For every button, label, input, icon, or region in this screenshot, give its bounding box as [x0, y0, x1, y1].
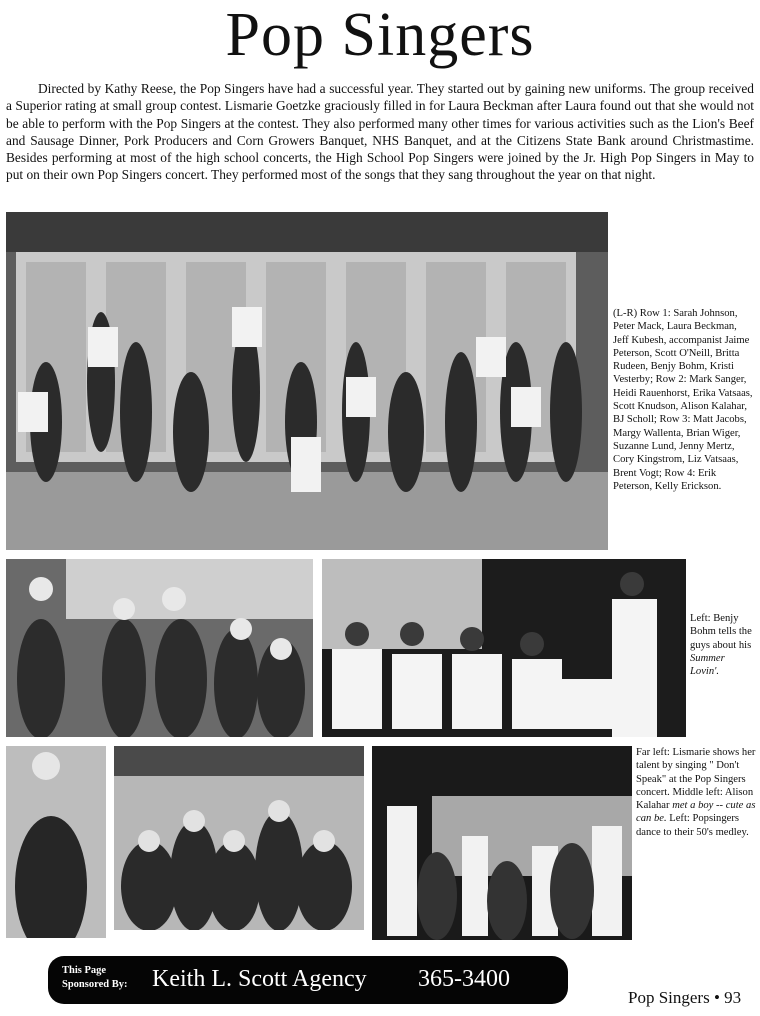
intro-paragraph: Directed by Kathy Reese, the Pop Singers have had a successful year. They started out by gaining new uniforms. The group received a Superior rating at small group contest. Lismarie Goetzke graciously filled in for Laura Beckman after Laura found out that she would not be able to perform with the Pop Singers at the contest. They also performed many other times for various activities such as the Lion's Beef and Sausage Dinner, Pork Producers and Corn Growers Banquet, NHS Banquet, and at the Citizens State Bank around Christmastime. Besides performing at most of the high school concerts, the High School Pop Singers were joined by the Jr. High Pop Singers in May to put on their own Pop Singers concert. They performed most of the songs that they sang throughout the year on that night. [6, 81, 754, 183]
benjy-caption [690, 612, 756, 678]
dance-photo [372, 746, 632, 940]
benjy-caption-text: Left: Benjy Bohm tells the guys about his [690, 613, 752, 651]
alison-photo [114, 746, 364, 930]
group-photo [6, 212, 608, 550]
middle-left-caption-italic: met a boy -- cute as can be. [636, 800, 756, 825]
sponsor-label-line2: Sponsored By: [62, 979, 128, 990]
sponsor-label [62, 964, 127, 992]
benjy-photo [322, 559, 686, 737]
page-title: Pop Singers [225, 1, 535, 69]
sponsor-name: Keith L. Scott Agency [152, 966, 367, 992]
far-left-caption: Far left: Lismarie shows her talent by singing " Don't Speak" at the Pop Singers concert. [636, 747, 756, 798]
sponsor-banner [48, 956, 568, 1004]
singers-photo [6, 559, 313, 737]
page-folio: Pop Singers • 93 [628, 988, 742, 1007]
bottom-caption [636, 746, 758, 839]
middle-left-caption: Middle left: Alison Kalahar [636, 786, 754, 812]
soloist-photo [6, 746, 106, 938]
sponsor-label-line1: This Page [62, 965, 107, 976]
left-caption: Left: Popsingers dance to their 50's medley. [636, 813, 749, 838]
sponsor-phone: 365-3400 [418, 966, 510, 992]
group-photo-caption: (L-R) Row 1: Sarah Johnson, Peter Mack, Laura Beckman, Jeff Kubesh, accompanist Jaime Peterson, Scott O'Neill, Britta Rudeen, Benjy Bohm, Kristi Vesterby; Row 2: Mark Sanger, Heidi Rauenhorst, Erika Vatsaas, Scott Knudson, Alison Kalahar, BJ Scholl; Row 3: Matt Jacobs, Margy Wallenta, Brian Wiger, Suzanne Lund, Jenny Mertz, Cory Kingstrom, Liz Vatsaas, Brent Vogt; Row 4: Erik Peterson, Kelly Erickson. [613, 308, 753, 492]
benjy-caption-italic: Summer Lovin'. [690, 652, 725, 678]
